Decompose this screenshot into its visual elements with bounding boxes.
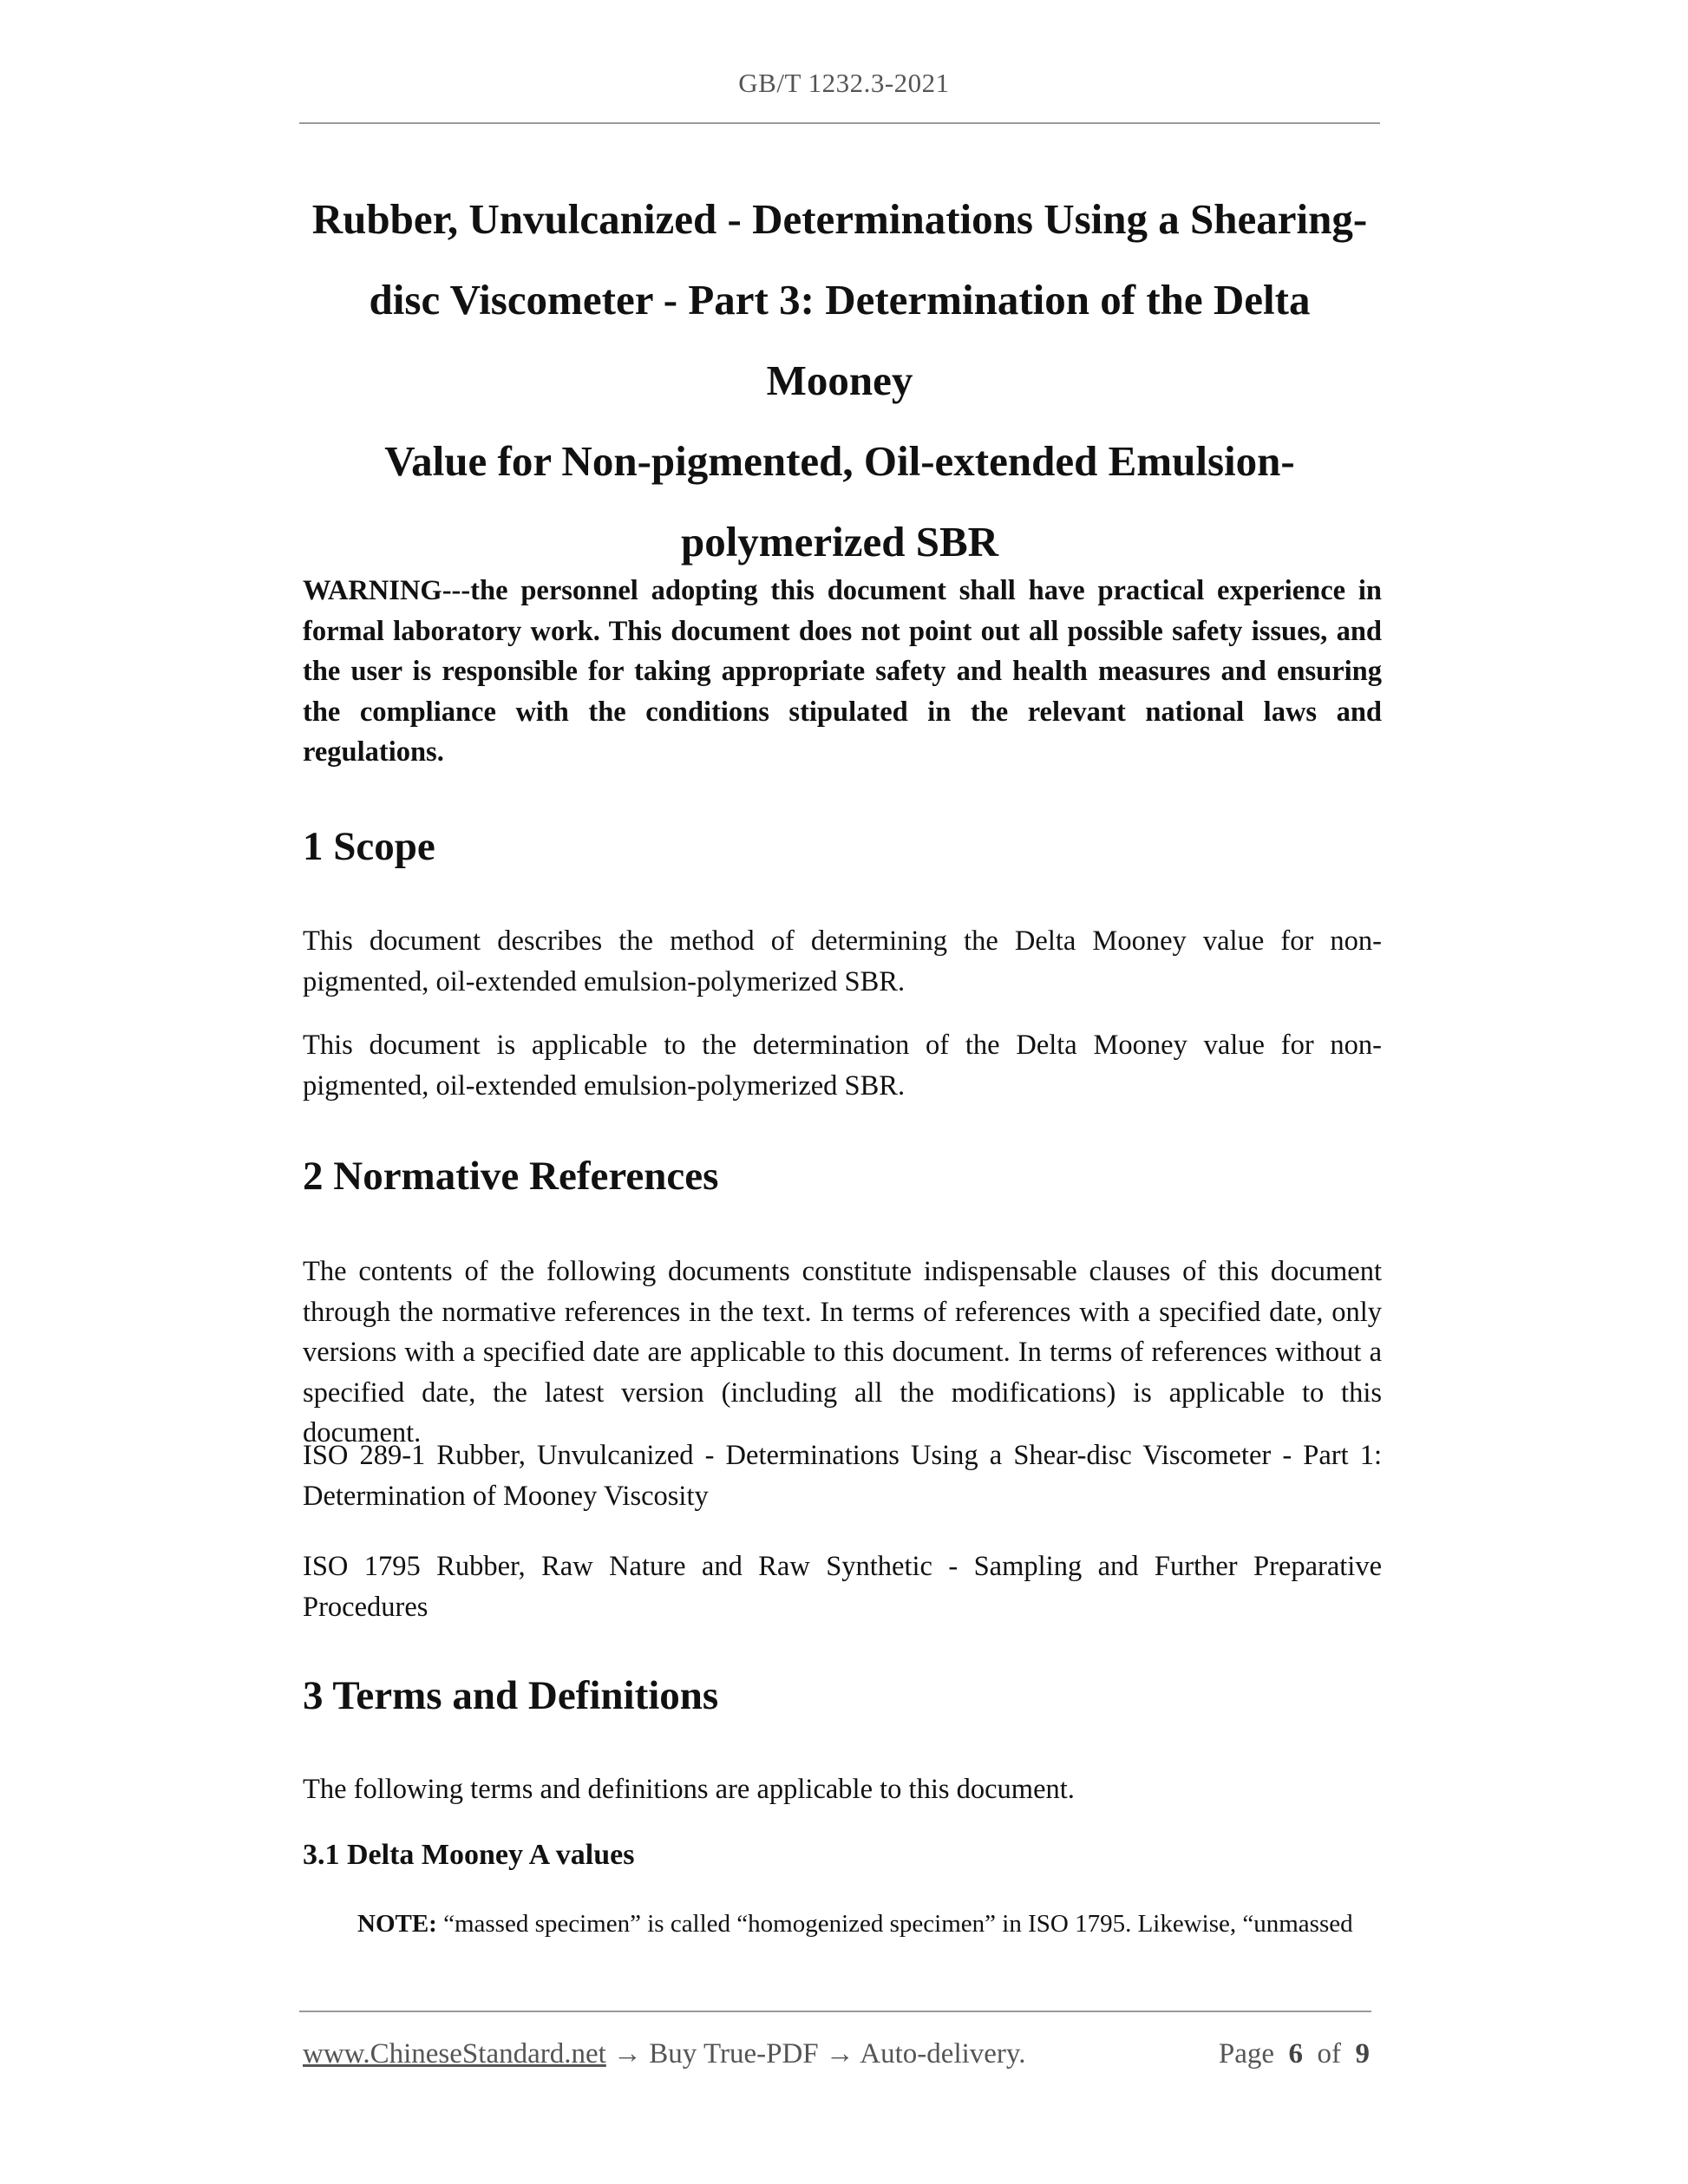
- subheading-delta-mooney: 3.1 Delta Mooney A values: [303, 1839, 635, 1871]
- warning-paragraph: WARNING---the personnel adopting this document shall have practical experience in formal laboratory work. This document does not point out all possible safety issues, and the user is responsible for taking appropriate safety and health measures and ensuring the compliance with the conditions stipulated in the relevant national laws and regulations.: [303, 575, 1382, 768]
- normative-paragraph: The contents of the following documents constitute indispensable clauses of this document through the normative references in the text. In terms of references with a specified date, only versions with a specified date are applicable to this document. In terms of references without a specified date, the latest version (including all the modifications) is applicable to this document.: [303, 1256, 1382, 1448]
- arrow-icon: →: [825, 2038, 854, 2070]
- page-header-code: GB/T 1232.3-2021: [738, 68, 950, 98]
- note-label: NOTE:: [357, 1910, 437, 1938]
- delivery-text: Auto-delivery.: [854, 2038, 1026, 2070]
- page-footer: [303, 2034, 1370, 2074]
- website-link[interactable]: www.ChineseStandard.net: [303, 2038, 606, 2070]
- page-word: Page: [1218, 2038, 1274, 2070]
- section-heading-normative-references: 2 Normative References: [303, 1154, 719, 1199]
- document-title: [295, 179, 1384, 582]
- note-text: “massed specimen” is called “homogenized specimen” in ISO 1795. Likewise, “unmassed: [436, 1910, 1353, 1938]
- section-heading-scope: 1 Scope: [303, 824, 435, 869]
- page-current: 6: [1288, 2038, 1303, 2070]
- footer-divider: [299, 2011, 1371, 2012]
- title-line: Value for Non-pigmented, Oil-extended Emulsion-: [384, 437, 1295, 485]
- arrow-icon: →: [613, 2038, 643, 2070]
- title-line: disc Viscometer - Part 3: Determination of the Delta Mooney: [369, 276, 1311, 404]
- buy-text: Buy True-PDF: [642, 2038, 826, 2070]
- title-line: Rubber, Unvulcanized - Determinations Using a Shearing-: [311, 195, 1368, 243]
- reference-iso-289-1: ISO 289-1 Rubber, Unvulcanized - Determinations Using a Shear-disc Viscometer - Part 1: Determination of Mooney Viscosity: [303, 1440, 1382, 1512]
- scope-paragraph: This document describes the method of determining the Delta Mooney value for non-pigmented, oil-extended emulsion-polymerized SBR.: [303, 925, 1382, 997]
- header-divider: [299, 122, 1380, 124]
- title-line: polymerized SBR: [680, 518, 999, 566]
- page-total: 9: [1355, 2038, 1370, 2070]
- scope-paragraph: This document is applicable to the determination of the Delta Mooney value for non-pigmented, oil-extended emulsion-polymerized SBR.: [303, 1030, 1382, 1102]
- section-heading-terms-definitions: 3 Terms and Definitions: [303, 1673, 719, 1718]
- note-paragraph: [357, 1906, 1382, 1942]
- reference-iso-1795: ISO 1795 Rubber, Raw Nature and Raw Synthetic - Sampling and Further Preparative Procedures: [303, 1551, 1382, 1623]
- terms-intro-paragraph: The following terms and definitions are applicable to this document.: [303, 1774, 1075, 1805]
- of-word: of: [1317, 2038, 1341, 2070]
- page-number: [1219, 2034, 1370, 2074]
